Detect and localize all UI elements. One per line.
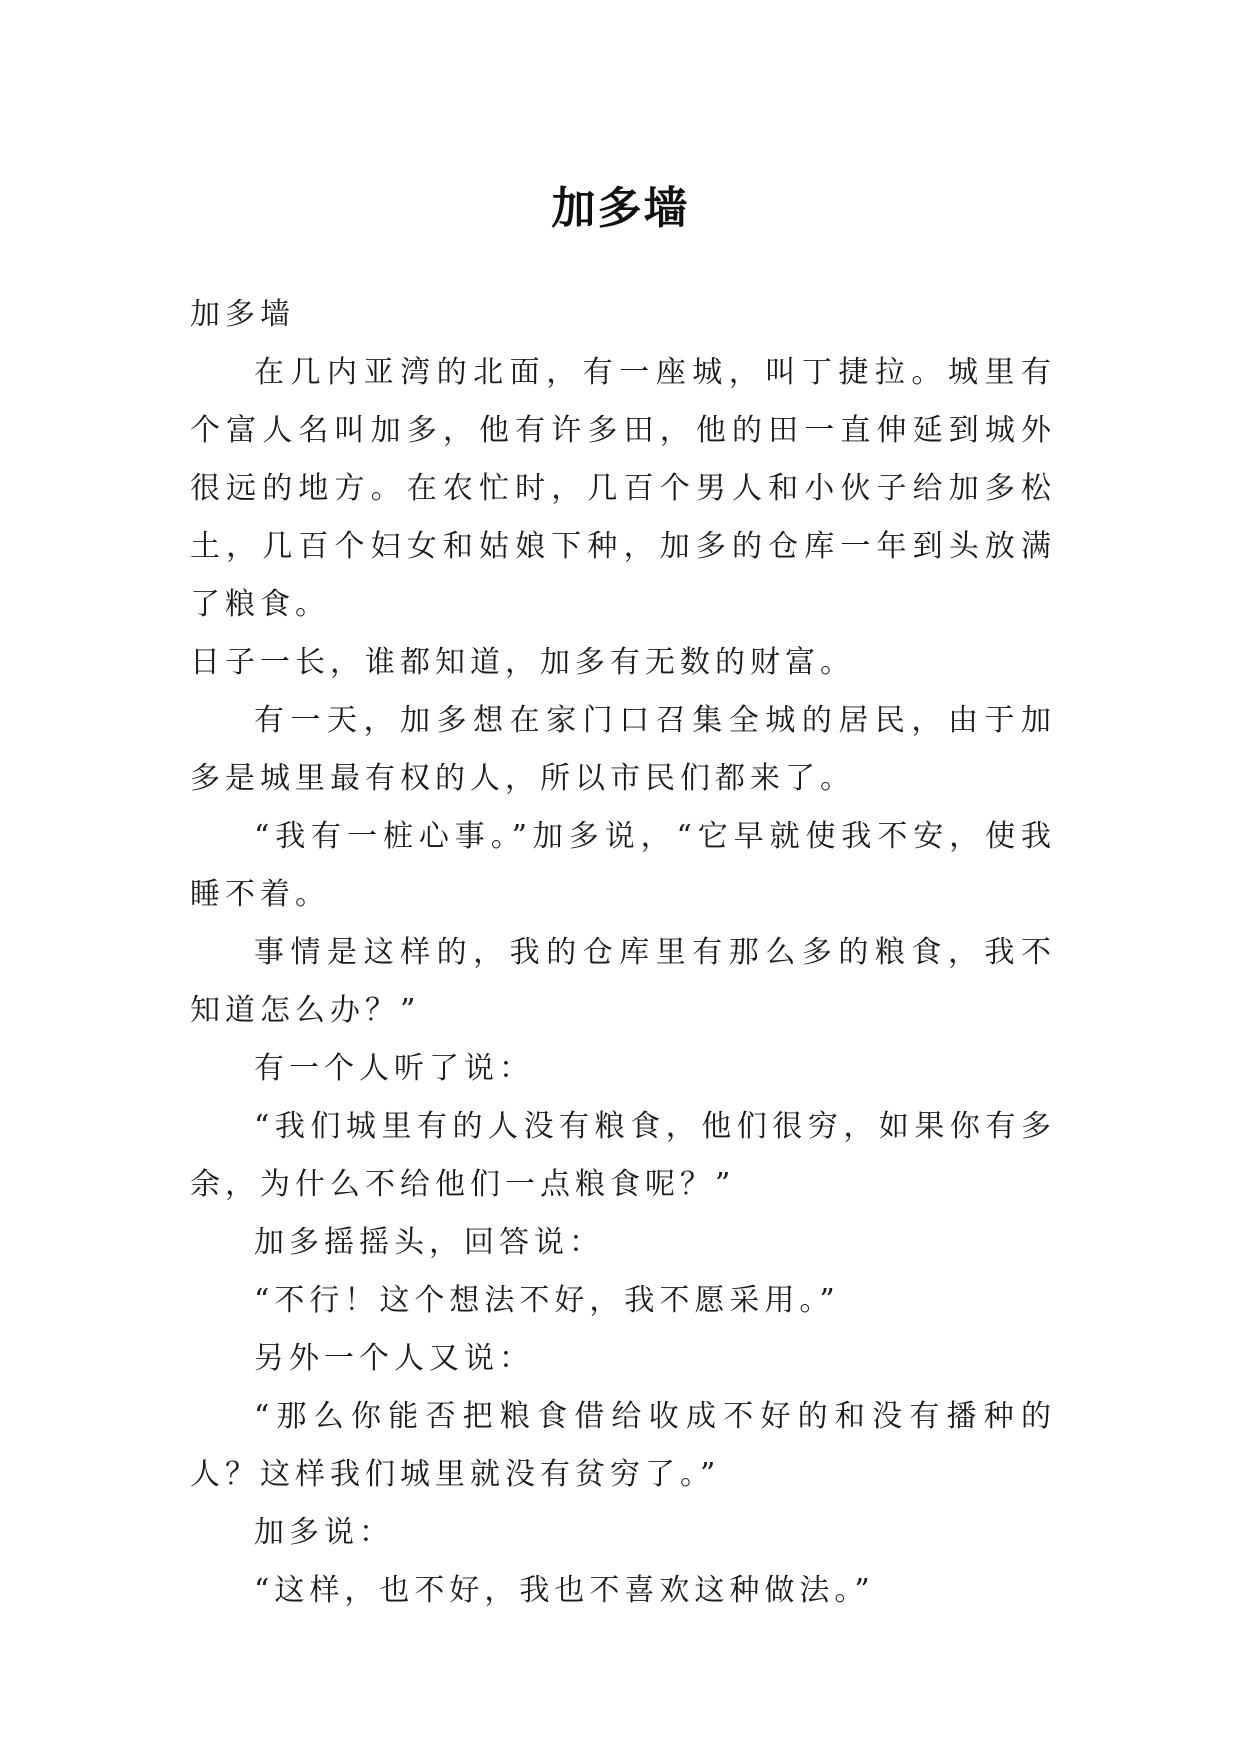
document-title: 加多墙 bbox=[551, 183, 690, 235]
paragraph: “我们城里有的人没有粮食，他们很穷，如果你有多余，为什么不给他们一点粮食呢？” bbox=[190, 1109, 1056, 1202]
paragraph: 有一天，加多想在家门口召集全城的居民，由于加多是城里最有权的人，所以市民们都来了。 bbox=[190, 703, 1056, 796]
paragraph: 加多说： bbox=[254, 1515, 394, 1550]
paragraph: 加多墙 bbox=[190, 297, 295, 332]
paragraph: “我有一桩心事。”加多说，“它早就使我不安，使我睡不着。 bbox=[190, 819, 1056, 912]
paragraph: 日子一长，谁都知道，加多有无数的财富。 bbox=[190, 645, 855, 680]
paragraph: 加多摇摇头，回答说： bbox=[254, 1225, 604, 1260]
paragraph: 事情是这样的，我的仓库里有那么多的粮食，我不知道怎么办？” bbox=[190, 935, 1056, 1028]
paragraph: “那么你能否把粮食借给收成不好的和没有播种的人？这样我们城里就没有贫穷了。” bbox=[190, 1399, 1056, 1492]
document-body bbox=[190, 286, 1056, 1620]
paragraph: “这样，也不好，我也不喜欢这种做法。” bbox=[254, 1573, 875, 1608]
paragraph: 有一个人听了说： bbox=[254, 1051, 534, 1086]
paragraph: 在几内亚湾的北面，有一座城，叫丁捷拉。城里有个富人名叫加多，他有许多田，他的田一直伸延到城外很远的地方。在农忙时，几百个男人和小伙子给加多松土，几百个妇女和姑娘下种，加多的仓库一年到头放满了粮食。 bbox=[190, 355, 1056, 622]
paragraph: 另外一个人又说： bbox=[254, 1341, 534, 1376]
paragraph: “不行！这个想法不好，我不愿采用。” bbox=[254, 1283, 840, 1318]
